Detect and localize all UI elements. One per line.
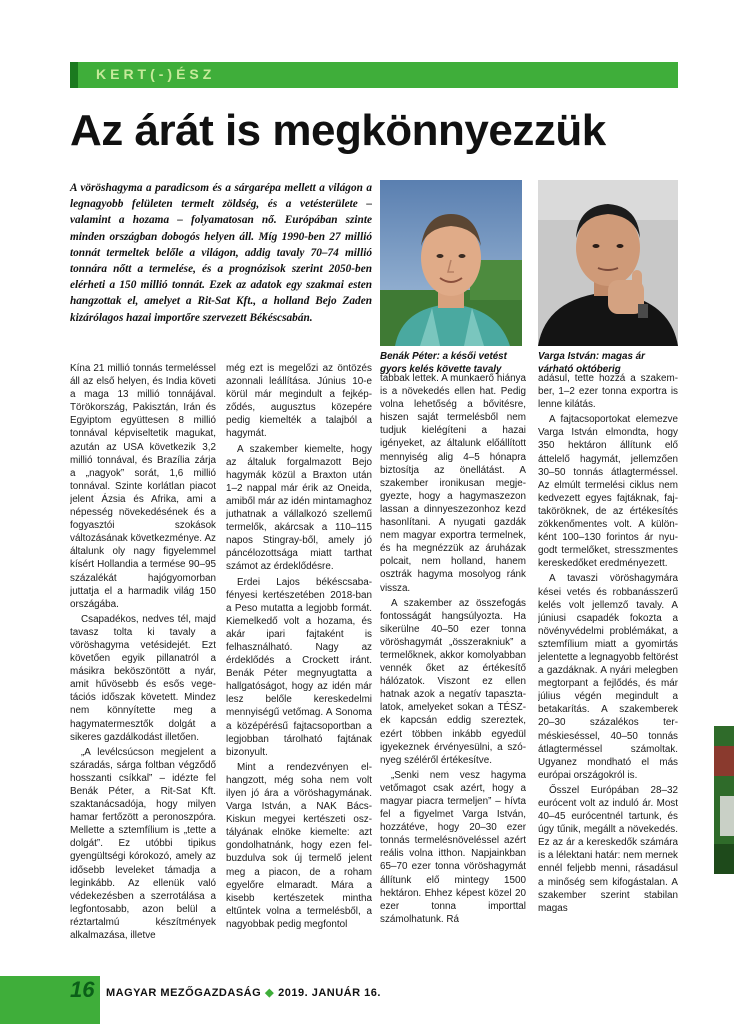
paragraph: A fajtacsoportokat elemezve Varga István elmondta, hogy 350 hektáron állítunk elő áttelelő hagymát, jellemzően 30–50 tonnás átlagterméssel. Az elmúlt termelési ciklus nem kedvezett egyes fajtáknak, fajtaköröknek, de az értékesítés zökkenőmentes volt. A különként 100–130 forintos ár nyugodt termelőket, stresszmentes kereskedőket eredményezett. — [538, 414, 678, 570]
paragraph: Ősszel Európában 28–32 eurócent volt az induló ár. Most 40–45 eurócentnél tartunk, és úgy tűnik, megállt a növekedés. Ez az ár a kereskedők számára is a lélektani határ: nem mernek ennél feljebb menni, rásadásul a minőség sem kifogástalan. A szakember szerint stabilan magas — [538, 784, 678, 914]
section-bar-tab — [70, 62, 78, 88]
paragraph: tabbak lettek. A munkaerő hiánya is a növekedés ellen hat. Pedig volna lehetőség a bővitésre, hiszen saját termelésből nem tudjuk kielégíteni a hazai igényeket, az általunk előállított mennyiség alig 4–5 hónapra biztosítja az önellátást. A szakember ironikusan megjegyezte, hogy a hagymaszezon lassan a dinnyeszezonhoz kezd hasonlítani. A nyugati gazdák nem magyar exportra termelnek, és ha megnézzük az áruházak polcait, nem holland, hanem osztrák hagyma mosolyog ránk vissza. — [380, 373, 526, 594]
photo-varga-istvan — [538, 180, 678, 346]
edge-photo-fragment — [714, 726, 734, 874]
paragraph: A tavaszi vöröshagymára kései vetés és robbanásszerű kelés volt jellemző tavaly. A júniusi csapadék fokozta a növényvédelmi problémákat, a sztemfílium miatt a gyomirtás jelentette a legnagyobb feltörést a gazdáknak. A nyári melegben megtorpant a fejlődés, és már július végén megindult a betakarítás. A szakemberek 20–30 százalékos terméskieséssel, 40–50 tonnás átlagterméssel számoltak. Ugyanez mondható el más európai országokról is. — [538, 573, 678, 781]
paragraph: adásul, tette hozzá a szakember, 1–2 ezer tonna exportra is lenne kilátás. — [538, 373, 678, 411]
footer-line — [106, 986, 381, 999]
paragraph: A szakember az összefogás fontosságát hangsúlyozta. Ha sikerülne 40–50 ezer tonna vöröshagymát „összerakniuk” a termelőknek, akkor komolyabban vennék őket az értékesítő hálózatok. Viszont ez ellen hatnak azok a negatív tapasztalatok, amelyeket sokan a TÉSZ-ek kapcsán eddig szereztek, ezért többen inkább egyedül igyekeznek érvényesülni, a szónyeg széléről értékesítve. — [380, 597, 526, 766]
publication-name: MAGYAR MEZŐGAZDASÁG — [106, 987, 262, 999]
paragraph: „A levélcsúcson megjelent a száradás, sárga foltban végződő hosszanti csíkkal” – idézte fel Benák Péter, a Rit-Sat Kft. szaktanácsadója, hogy milyen hamar fertőzött a peronoszpóra. Mellette a sztemfílium is „tette a dolgát”. Ez utóbbi tipikus gyengültségi kórokozó, amely az idősebb leveleket támadja a leginkább. Az ellenük való védekezésben a szerrotálása a legfontosabb, azon belül a réztartalmú készítmények alkalmazása, illetve — [70, 746, 216, 942]
photo-caption-right: Varga István: magas ár várható októberig — [538, 351, 645, 375]
body-column-1 — [70, 362, 216, 974]
article-title: Az árát is megkönnyezzük — [70, 106, 606, 155]
paragraph: Erdei Lajos békéscsabafényesi kertészetében 2018-ban a Peso mutatta a legjobb formát. Kiemelkedő volt a hozama, és akár ipari fajtaként is felhasználható. Nagy az érdeklődés a Crockett iránt. Benák Péter megnyugtatta a hallgatóságot, hogy az idén már lesz belőle kereskedelmi mennyiségű vetőmag. A Sonoma a középérésű fajtacsoportban a legjobban tárolható fajtának bizonyult. — [226, 576, 372, 758]
photo-caption-left: Benák Péter: a késői vetést gyors kelés követte tavaly — [380, 351, 507, 375]
body-column-2 — [226, 362, 372, 974]
body-column-3 — [380, 372, 526, 974]
article-lead: A vöröshagyma a paradicsom és a sárgarépa mellett a világon a legnagyobb felületen termelt zöldség, és a vetésterülete – valamint a hozama – folyamatosan nő. Európában szinte minden országban dobogós helyen áll. Míg 1990-ben 27 millió tonnát termeltek belőle a világon, addig tavaly 70–74 millió tonnára nőtt a termelése, és a prognózisok szerint 2050-ben elérheti a 150 millió tonnát. Ezek az adatok egy szakmai esten hangzottak el, amelyet a Rit-Sat Kft., a holland Bejo Zaden kizárólagos hazai importőre szervezett Békéscsabán. — [70, 182, 372, 324]
diamond-separator-icon: ◆ — [265, 987, 275, 999]
paragraph: „Senki nem vesz hagyma vetőmagot csak azért, hogy a magyar piacra termeljen” – hívta fel a figyelmet Varga István, hozzátéve, hogy 20–30 ezer tonnás termelésnöveléssel azért reális volna itthon. Napjainkban 65–70 ezer tonna vöröshagymát állítunk elő mintegy 1500 hektáron. Ehhez képest közel 20 ezer tonna importtal számolhatunk. Rá — [380, 769, 526, 925]
paragraph: Csapadékos, nedves tél, majd tavasz tolta ki tavaly a vöröshagyma vetésidejét. Ezt követően egyik pillanatról a másikra beköszöntött a nyár, amit hűvösebb és esős vegetációs időszak követett. Mindez nem könnyítette meg a hagymatermesztők dolgát a sikeres gazdálkodást illetően. — [70, 613, 216, 743]
body-column-4 — [538, 372, 678, 974]
paragraph: még ezt is megelőzi az öntözés azonnali leállítása. Június 10-e körül már megindult a fejképződés, augusztus közepére pedig kiemelték a talajból a hagymát. — [226, 363, 372, 440]
section-label: KERT(-)ÉSZ — [96, 66, 216, 82]
issue-date: 2019. JANUÁR 16. — [278, 987, 381, 999]
page-number: 16 — [70, 977, 95, 1002]
paragraph: A szakember kiemelte, hogy az általuk forgalmazott Bejo hagymák közül a Braxton után 1–2 nappal már érik az Oneida, amiből már az idén mintamaghoz juthatnak a vállalkozó szellemű termelők, akárcsak a 110–115 napos Stingray-ből, amely jó páncélozottsága miatt tarthat számot az érdeklődésre. — [226, 443, 372, 573]
photo-benak-peter — [380, 180, 522, 346]
paragraph: Mint a rendezvényen elhangzott, még soha nem volt ilyen jó ára a vöröshagymának. Varga István, a NAK Bács-Kiskun megyei kertészeti osztályának elnöke kiemelte: azt gondolhatnánk, hogy ezen felbuzdulva sok új termelő jelent meg a piacon, de a roham egyelőre elmaradt. Mára a kisebb kertészetek mintha eltűntek volna a termelésből, a nagyobbak pedig megfontol — [226, 761, 372, 930]
paragraph: Kína 21 millió tonnás termeléssel áll az első helyen, és India követi a maga 13 millió tonnájával. Törökország, Pakisztán, Irán és Egyiptom együttesen 8 millió tonnával képviseltetik magukat, azután az USA következik 3,2 millió tonnával, és Brazília zárja a „nagyok” sorát, 1,6 millió tonnával. Szinte korlátlan piacot jelent Ázsia és Afrika, ami a népesség növekedésének és a fogyasztói szokások változásának következménye. Az általunk oly nagy figyelemmel kísért Hollandia a termése 90–95 százalékát hajógyomorban juttatja el a harmadik világ 150 országába. — [70, 363, 216, 610]
